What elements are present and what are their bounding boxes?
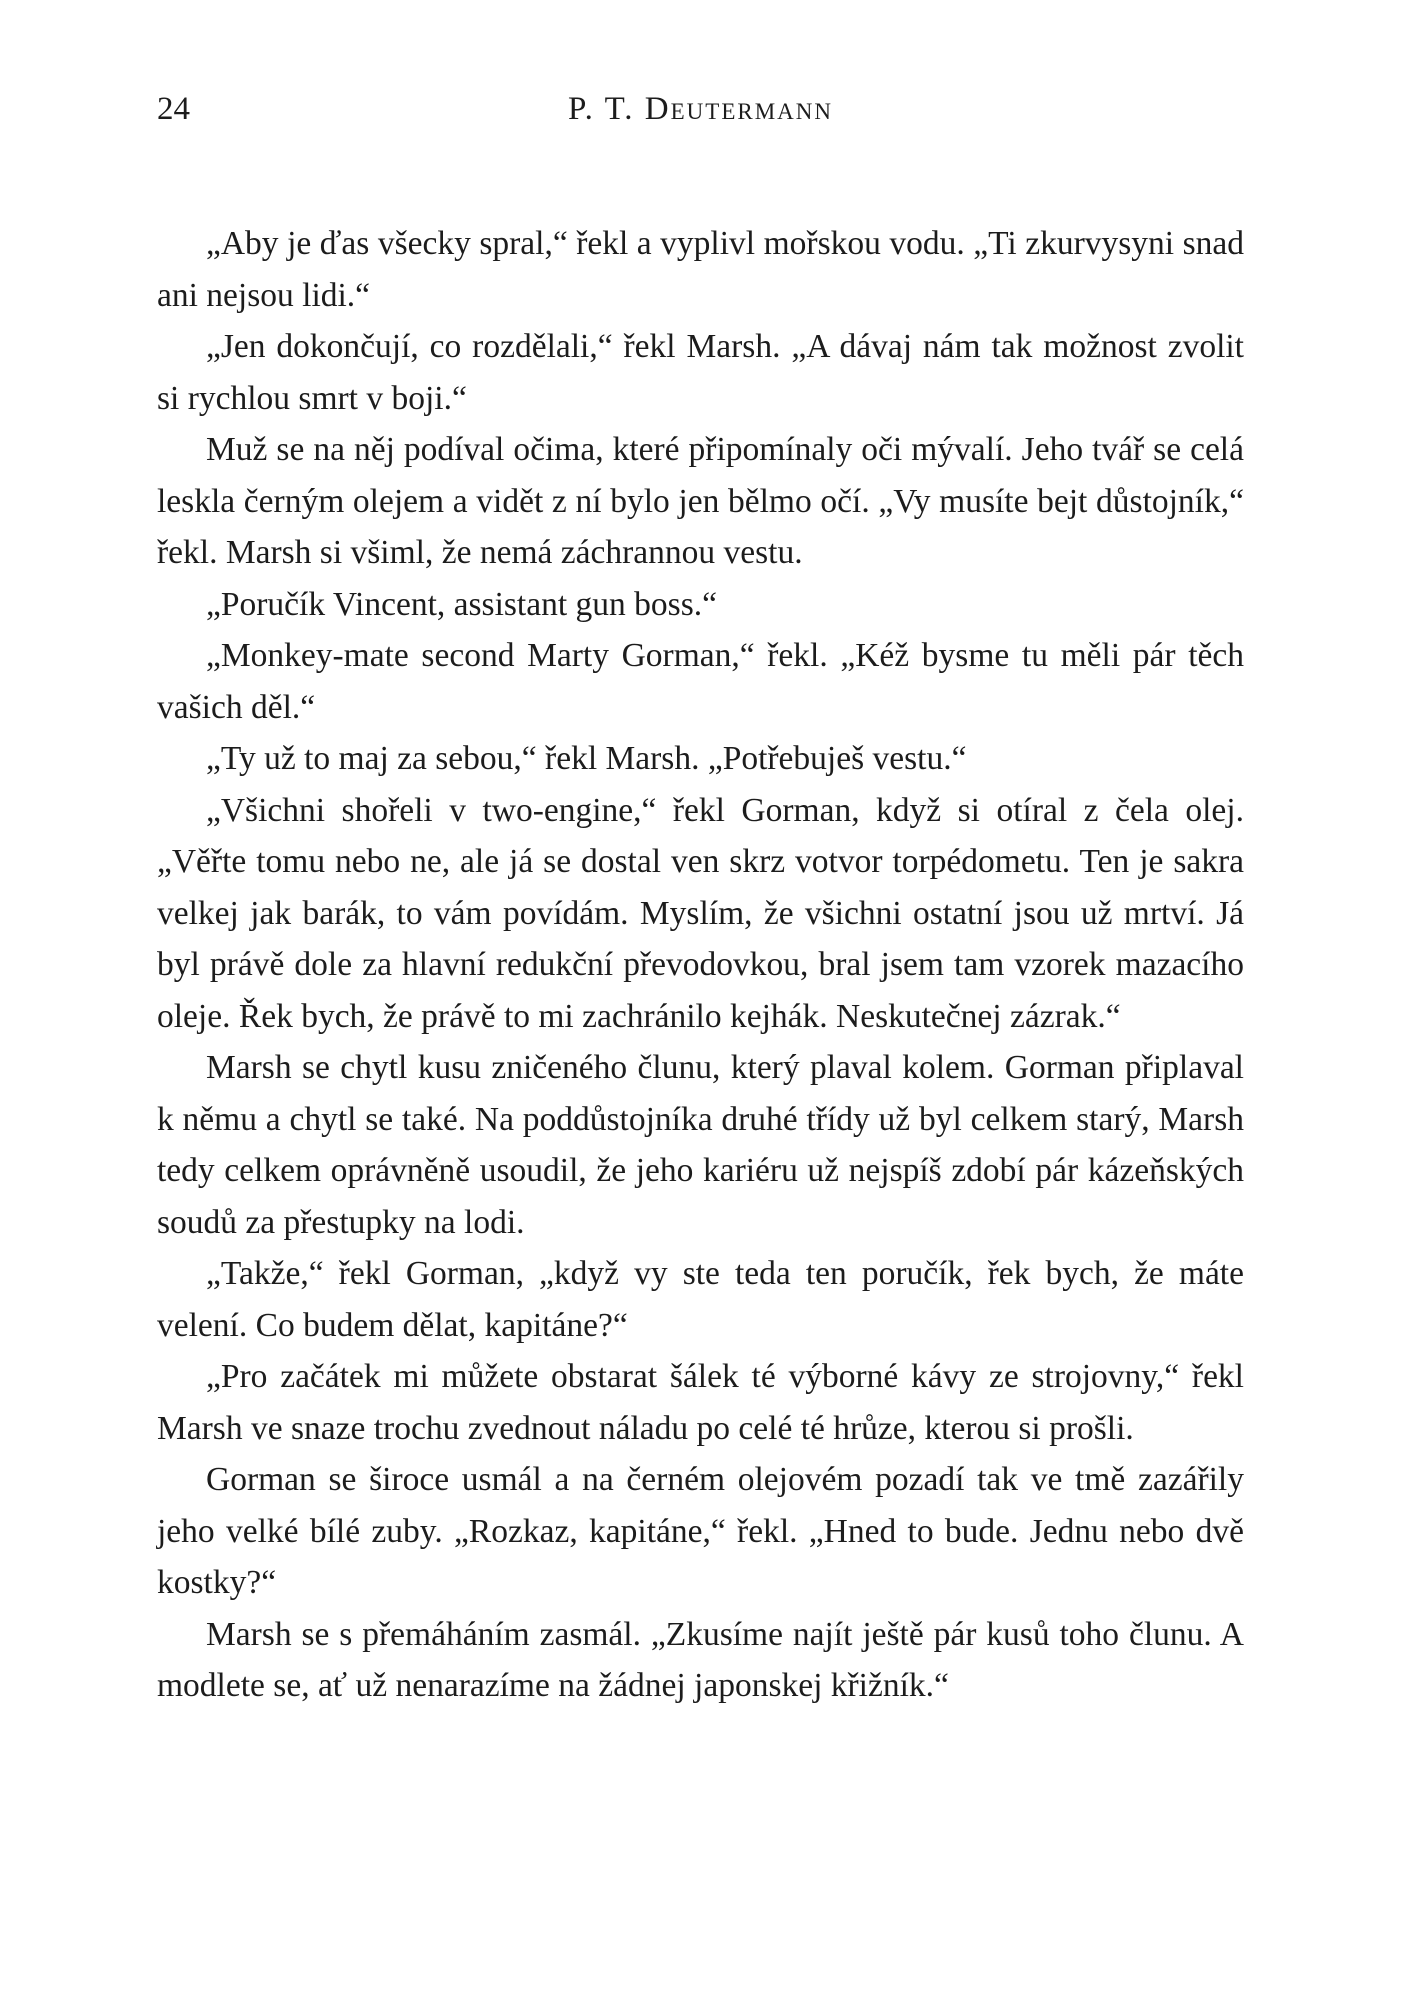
paragraph-1: „Aby je ďas všecky spral,“ řekl a vyplivl mořskou vodu. „Ti zkurvysyni snad ani nejsou lidi.“ — [157, 225, 1244, 314]
paragraph-8: Marsh se chytl kusu zničeného člunu, který plaval kolem. Gorman připlaval k němu a chytl se také. Na poddůstojníka druhé třídy už byl celkem starý, Marsh tedy celkem oprávněně usoudil, že jeho kariéru už nejspíš zdobí pár kázeňských soudů za přestupky na lodi. — [157, 1049, 1244, 1241]
running-head: P. T. Deutermann — [567, 91, 834, 127]
page-number: 24 — [157, 91, 190, 127]
paragraph-10: „Pro začátek mi můžete obstarat šálek té výborné kávy ze strojovny,“ řekl Marsh ve snaze trochu zvednout náladu po celé té hrůze, kterou si prošli. — [157, 1358, 1244, 1447]
paragraph-5: „Monkey-mate second Marty Gorman,“ řekl. „Kéž bysme tu měli pár těch vašich děl.“ — [157, 637, 1244, 726]
paragraph-4: „Poručík Vincent, assistant gun boss.“ — [206, 585, 717, 623]
paragraph-11: Gorman se široce usmál a na černém olejovém pozadí tak ve tmě zazářily jeho velké bílé zuby. „Rozkaz, kapitáne,“ řekl. „Hned to bude. Jednu nebo dvě kostky?“ — [157, 1461, 1244, 1601]
paragraph-9: „Takže,“ řekl Gorman, „když vy ste teda ten poručík, řek bych, že máte velení. Co budem dělat, kapitáne?“ — [157, 1255, 1244, 1344]
paragraph-7: „Všichni shořeli v two-engine,“ řekl Gorman, když si otíral z čela olej. „Věřte tomu nebo ne, ale já se dostal ven skrz votvor torpédometu. Ten je sakra velkej jak barák, to vám povídám. Myslím, že všichni ostatní jsou už mrtví. Já byl právě dole za hlavní redukční převodovkou, bral jsem tam vzorek mazacího oleje. Řek bych, že právě to mi zachránilo kejhák. Neskutečnej zázrak.“ — [157, 791, 1244, 1035]
paragraph-12: Marsh se s přemáháním zasmál. „Zkusíme najít ještě pár kusů toho člunu. A modlete se, ať už nenarazíme na žádnej japonskej křižník.“ — [157, 1615, 1244, 1704]
paragraph-6: „Ty už to maj za sebou,“ řekl Marsh. „Potřebuješ vestu.“ — [206, 740, 967, 777]
paragraph-2: „Jen dokončují, co rozdělali,“ řekl Marsh. „A dávaj nám tak možnost zvolit si rychlou smrt v boji.“ — [157, 328, 1244, 417]
paragraph-3: Muž se na něj podíval očima, které připomínaly oči mývalí. Jeho tvář se celá leskla černým olejem a vidět z ní bylo jen bělmo očí. „Vy musíte bejt důstojník,“ řekl. Marsh si všiml, že nemá záchrannou vestu. — [157, 431, 1244, 571]
body-text — [157, 218, 1244, 1712]
page-header — [157, 85, 1244, 133]
